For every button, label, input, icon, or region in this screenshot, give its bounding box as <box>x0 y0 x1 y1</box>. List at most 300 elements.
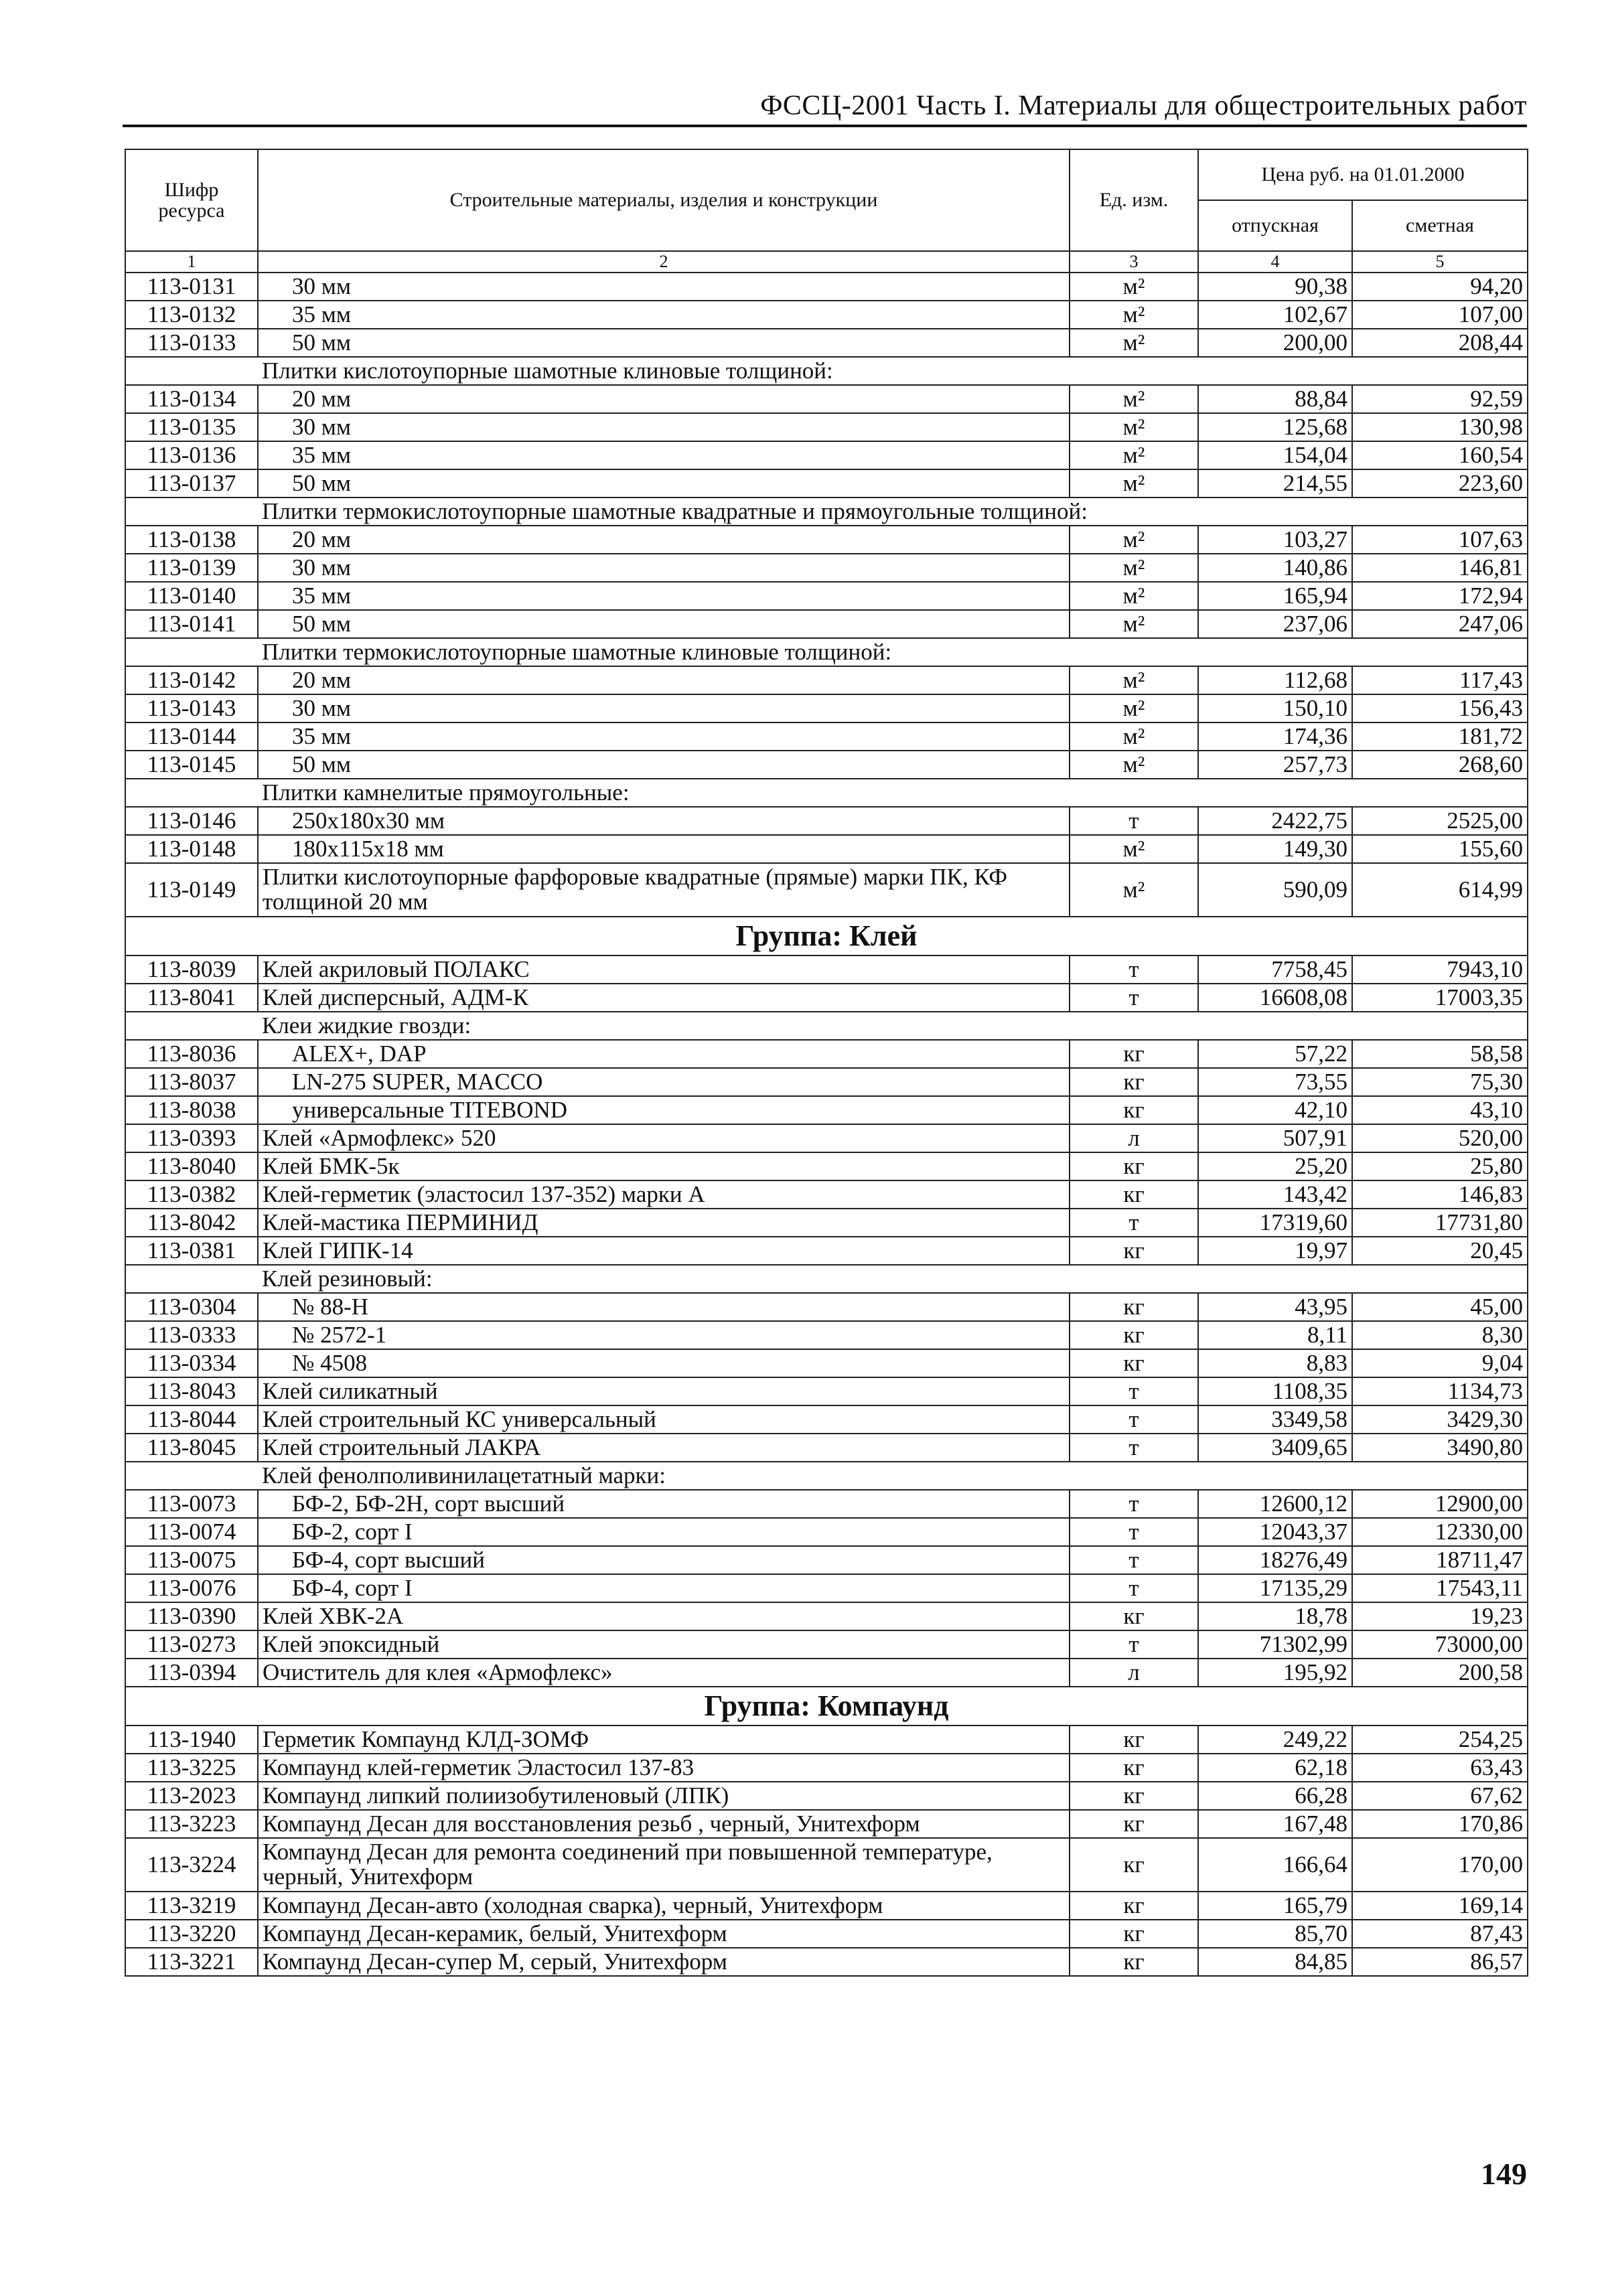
subheading-spacer <box>125 1012 258 1040</box>
material-name: Клей силикатный <box>258 1377 1070 1405</box>
resource-code: 113-0143 <box>125 694 258 722</box>
resource-code: 113-3220 <box>125 1920 258 1948</box>
table-row <box>125 582 1528 610</box>
release-price: 25,20 <box>1198 1152 1352 1180</box>
unit-cell: л <box>1070 1124 1198 1152</box>
estimate-price: 520,00 <box>1352 1124 1528 1152</box>
table-row <box>125 526 1528 554</box>
material-name: Компаунд Десан-авто (холодная сварка), черный, Унитехформ <box>258 1892 1070 1920</box>
estimate-price: 12330,00 <box>1352 1518 1528 1546</box>
release-price: 2422,75 <box>1198 807 1352 835</box>
release-price: 90,38 <box>1198 273 1352 301</box>
material-name: Плитки кислотоупорные фарфоровые квадратные (прямые) марки ПК, КФ толщиной 20 мм <box>258 863 1070 917</box>
resource-code: 113-0273 <box>125 1630 258 1659</box>
release-price: 7758,45 <box>1198 955 1352 984</box>
unit-cell: т <box>1070 1377 1198 1405</box>
material-name: Компаунд Десан для восстановления резьб , черный, Унитехформ <box>258 1810 1070 1838</box>
unit-cell: кг <box>1070 1349 1198 1377</box>
unit-cell: м² <box>1070 610 1198 638</box>
page-number: 149 <box>1481 2157 1527 2191</box>
subheading-label: Клей резиновый: <box>258 1265 1528 1293</box>
estimate-price: 155,60 <box>1352 835 1528 863</box>
table-row <box>125 1180 1528 1209</box>
table-row <box>125 835 1528 863</box>
estimate-price: 107,00 <box>1352 301 1528 329</box>
resource-code: 113-0073 <box>125 1490 258 1518</box>
estimate-price: 18711,47 <box>1352 1546 1528 1574</box>
resource-code: 113-8039 <box>125 955 258 984</box>
unit-cell: кг <box>1070 1180 1198 1209</box>
material-name: Клей «Армофлекс» 520 <box>258 1124 1070 1152</box>
resource-code: 113-1940 <box>125 1726 258 1754</box>
table-row <box>125 666 1528 694</box>
unit-cell: кг <box>1070 1810 1198 1838</box>
group-heading-row <box>125 1687 1528 1726</box>
estimate-price: 169,14 <box>1352 1892 1528 1920</box>
column-number: 5 <box>1352 251 1528 273</box>
table-row <box>125 1040 1528 1068</box>
material-name: 50 мм <box>258 751 1070 779</box>
unit-cell: т <box>1070 1630 1198 1659</box>
resource-code: 113-0074 <box>125 1518 258 1546</box>
material-name: 30 мм <box>258 273 1070 301</box>
material-name: Компаунд Десан-супер М, серый, Унитехформ <box>258 1948 1070 1976</box>
release-price: 507,91 <box>1198 1124 1352 1152</box>
subheading-row <box>125 1012 1528 1040</box>
release-price: 149,30 <box>1198 835 1352 863</box>
subheading-row <box>125 1265 1528 1293</box>
release-price: 12043,37 <box>1198 1518 1352 1546</box>
unit-cell: т <box>1070 1574 1198 1602</box>
table-body <box>125 273 1528 1976</box>
unit-cell: кг <box>1070 1096 1198 1124</box>
unit-cell: кг <box>1070 1040 1198 1068</box>
release-price: 140,86 <box>1198 554 1352 582</box>
unit-cell: м² <box>1070 441 1198 469</box>
table-row <box>125 694 1528 722</box>
table-row <box>125 1434 1528 1462</box>
subheading-spacer <box>125 1462 258 1490</box>
material-name: Клей эпоксидный <box>258 1630 1070 1659</box>
material-name: № 2572-1 <box>258 1321 1070 1349</box>
group-heading: Группа: Клей <box>125 917 1528 955</box>
resource-code: 113-8045 <box>125 1434 258 1462</box>
table-row <box>125 1490 1528 1518</box>
unit-cell: м² <box>1070 329 1198 357</box>
material-name: Клей-мастика ПЕРМИНИД <box>258 1209 1070 1237</box>
resource-code: 113-0334 <box>125 1349 258 1377</box>
table-row <box>125 1321 1528 1349</box>
unit-cell: м² <box>1070 413 1198 441</box>
release-price: 174,36 <box>1198 722 1352 751</box>
release-price: 143,42 <box>1198 1180 1352 1209</box>
material-name: 250x180x30 мм <box>258 807 1070 835</box>
material-name: 35 мм <box>258 582 1070 610</box>
table-row <box>125 1782 1528 1810</box>
release-price: 125,68 <box>1198 413 1352 441</box>
subheading-spacer <box>125 1265 258 1293</box>
table-row <box>125 807 1528 835</box>
material-name: Клей строительный ЛАКРА <box>258 1434 1070 1462</box>
release-price: 165,79 <box>1198 1892 1352 1920</box>
unit-cell: кг <box>1070 1920 1198 1948</box>
unit-cell: л <box>1070 1659 1198 1687</box>
material-name: 20 мм <box>258 666 1070 694</box>
material-name: LN-275 SUPER, MACCO <box>258 1068 1070 1096</box>
release-price: 8,83 <box>1198 1349 1352 1377</box>
unit-cell: м² <box>1070 694 1198 722</box>
release-price: 257,73 <box>1198 751 1352 779</box>
estimate-price: 63,43 <box>1352 1754 1528 1782</box>
unit-cell: кг <box>1070 1892 1198 1920</box>
material-name: Компаунд липкий полиизобутиленовый (ЛПК) <box>258 1782 1070 1810</box>
release-price: 12600,12 <box>1198 1490 1352 1518</box>
table-row <box>125 329 1528 357</box>
table-row <box>125 722 1528 751</box>
table-row <box>125 1546 1528 1574</box>
estimate-price: 7943,10 <box>1352 955 1528 984</box>
table-row <box>125 1892 1528 1920</box>
material-name: 35 мм <box>258 441 1070 469</box>
resource-code: 113-0139 <box>125 554 258 582</box>
table-row <box>125 273 1528 301</box>
table-row <box>125 441 1528 469</box>
subheading-spacer <box>125 779 258 807</box>
resource-code: 113-8040 <box>125 1152 258 1180</box>
estimate-price: 1134,73 <box>1352 1377 1528 1405</box>
unit-cell: т <box>1070 1546 1198 1574</box>
release-price: 150,10 <box>1198 694 1352 722</box>
header-name: Строительные материалы, изделия и конструкции <box>258 149 1070 251</box>
estimate-price: 3429,30 <box>1352 1405 1528 1434</box>
table-row <box>125 1754 1528 1782</box>
resource-code: 113-3219 <box>125 1892 258 1920</box>
resource-code: 113-0148 <box>125 835 258 863</box>
material-name: Клей строительный КС универсальный <box>258 1405 1070 1434</box>
resource-code: 113-0146 <box>125 807 258 835</box>
material-name: Герметик Компаунд КЛД-ЗОМФ <box>258 1726 1070 1754</box>
estimate-price: 67,62 <box>1352 1782 1528 1810</box>
unit-cell: кг <box>1070 1948 1198 1976</box>
unit-cell: кг <box>1070 1321 1198 1349</box>
unit-cell: м² <box>1070 722 1198 751</box>
estimate-price: 181,72 <box>1352 722 1528 751</box>
resource-code: 113-3224 <box>125 1838 258 1892</box>
subheading-row <box>125 779 1528 807</box>
table-row <box>125 1602 1528 1630</box>
release-price: 66,28 <box>1198 1782 1352 1810</box>
release-price: 71302,99 <box>1198 1630 1352 1659</box>
estimate-price: 614,99 <box>1352 863 1528 917</box>
estimate-price: 19,23 <box>1352 1602 1528 1630</box>
table-row <box>125 385 1528 413</box>
unit-cell: т <box>1070 807 1198 835</box>
resource-code: 113-0144 <box>125 722 258 751</box>
resource-code: 113-0075 <box>125 1546 258 1574</box>
unit-cell: м² <box>1070 301 1198 329</box>
estimate-price: 146,81 <box>1352 554 1528 582</box>
unit-cell: кг <box>1070 1293 1198 1321</box>
material-name: БФ-2, сорт I <box>258 1518 1070 1546</box>
estimate-price: 25,80 <box>1352 1152 1528 1180</box>
release-price: 3349,58 <box>1198 1405 1352 1434</box>
resource-code: 113-8041 <box>125 984 258 1012</box>
material-name: 35 мм <box>258 722 1070 751</box>
estimate-price: 75,30 <box>1352 1068 1528 1096</box>
material-name: № 88-Н <box>258 1293 1070 1321</box>
resource-code: 113-8043 <box>125 1377 258 1405</box>
material-name: ALEX+, DAP <box>258 1040 1070 1068</box>
table-row <box>125 984 1528 1012</box>
subheading-row <box>125 638 1528 666</box>
release-price: 19,97 <box>1198 1237 1352 1265</box>
resource-code: 113-2023 <box>125 1782 258 1810</box>
estimate-price: 86,57 <box>1352 1948 1528 1976</box>
release-price: 1108,35 <box>1198 1377 1352 1405</box>
subheading-spacer <box>125 357 258 385</box>
resource-code: 113-8036 <box>125 1040 258 1068</box>
material-name: 50 мм <box>258 329 1070 357</box>
estimate-price: 156,43 <box>1352 694 1528 722</box>
estimate-price: 58,58 <box>1352 1040 1528 1068</box>
release-price: 62,18 <box>1198 1754 1352 1782</box>
material-name: Компаунд Десан для ремонта соединений при повышенной температуре, черный, Унитехформ <box>258 1838 1070 1892</box>
material-name: 30 мм <box>258 413 1070 441</box>
table-row <box>125 1948 1528 1976</box>
table-row <box>125 1293 1528 1321</box>
material-name: 20 мм <box>258 526 1070 554</box>
subheading-row <box>125 498 1528 526</box>
material-name: Клей ГИПК-14 <box>258 1237 1070 1265</box>
estimate-price: 12900,00 <box>1352 1490 1528 1518</box>
subheading-row <box>125 357 1528 385</box>
unit-cell: м² <box>1070 469 1198 498</box>
subheading-spacer <box>125 638 258 666</box>
release-price: 88,84 <box>1198 385 1352 413</box>
table-row <box>125 1237 1528 1265</box>
unit-cell: кг <box>1070 1754 1198 1782</box>
unit-cell: м² <box>1070 554 1198 582</box>
release-price: 18,78 <box>1198 1602 1352 1630</box>
resource-code: 113-8042 <box>125 1209 258 1237</box>
table-row <box>125 863 1528 917</box>
resource-code: 113-3225 <box>125 1754 258 1782</box>
estimate-price: 43,10 <box>1352 1096 1528 1124</box>
unit-cell: м² <box>1070 582 1198 610</box>
estimate-price: 73000,00 <box>1352 1630 1528 1659</box>
table-row <box>125 1574 1528 1602</box>
table-row <box>125 1405 1528 1434</box>
release-price: 18276,49 <box>1198 1546 1352 1574</box>
estimate-price: 87,43 <box>1352 1920 1528 1948</box>
estimate-price: 3490,80 <box>1352 1434 1528 1462</box>
estimate-price: 268,60 <box>1352 751 1528 779</box>
resource-code: 113-0133 <box>125 329 258 357</box>
material-name: Клей БМК-5к <box>258 1152 1070 1180</box>
material-name: 30 мм <box>258 554 1070 582</box>
release-price: 214,55 <box>1198 469 1352 498</box>
release-price: 57,22 <box>1198 1040 1352 1068</box>
unit-cell: м² <box>1070 526 1198 554</box>
resource-code: 113-0333 <box>125 1321 258 1349</box>
release-price: 17319,60 <box>1198 1209 1352 1237</box>
release-price: 85,70 <box>1198 1920 1352 1948</box>
unit-cell: кг <box>1070 1068 1198 1096</box>
unit-cell: т <box>1070 955 1198 984</box>
table-row <box>125 1659 1528 1687</box>
material-name: Компаунд Десан-керамик, белый, Унитехформ <box>258 1920 1070 1948</box>
group-heading-row <box>125 917 1528 955</box>
estimate-price: 160,54 <box>1352 441 1528 469</box>
subheading-label: Плитки камнелитые прямоугольные: <box>258 779 1528 807</box>
release-price: 16608,08 <box>1198 984 1352 1012</box>
column-number: 4 <box>1198 251 1352 273</box>
release-price: 195,92 <box>1198 1659 1352 1687</box>
release-price: 17135,29 <box>1198 1574 1352 1602</box>
resource-code: 113-8038 <box>125 1096 258 1124</box>
estimate-price: 8,30 <box>1352 1321 1528 1349</box>
resource-code: 113-0134 <box>125 385 258 413</box>
table-row <box>125 1377 1528 1405</box>
table-row <box>125 1726 1528 1754</box>
material-name: 180x115x18 мм <box>258 835 1070 863</box>
release-price: 200,00 <box>1198 329 1352 357</box>
table-row <box>125 1838 1528 1892</box>
release-price: 112,68 <box>1198 666 1352 694</box>
table-row <box>125 610 1528 638</box>
release-price: 166,64 <box>1198 1838 1352 1892</box>
price-table <box>125 149 1528 1977</box>
column-number: 1 <box>125 251 258 273</box>
unit-cell: м² <box>1070 273 1198 301</box>
estimate-price: 2525,00 <box>1352 807 1528 835</box>
table-row <box>125 1124 1528 1152</box>
header-unit: Ед. изм. <box>1070 149 1198 251</box>
column-number: 3 <box>1070 251 1198 273</box>
table-row <box>125 1096 1528 1124</box>
table-row <box>125 751 1528 779</box>
unit-cell: м² <box>1070 666 1198 694</box>
material-name: Очиститель для клея «Армофлекс» <box>258 1659 1070 1687</box>
table-row <box>125 469 1528 498</box>
subheading-row <box>125 1462 1528 1490</box>
release-price: 3409,65 <box>1198 1434 1352 1462</box>
estimate-price: 17543,11 <box>1352 1574 1528 1602</box>
subheading-label: Клей фенолполивинилацетатный марки: <box>258 1462 1528 1490</box>
resource-code: 113-0140 <box>125 582 258 610</box>
estimate-price: 130,98 <box>1352 413 1528 441</box>
resource-code: 113-0394 <box>125 1659 258 1687</box>
material-name: 20 мм <box>258 385 1070 413</box>
table-row <box>125 955 1528 984</box>
resource-code: 113-0132 <box>125 301 258 329</box>
resource-code: 113-0145 <box>125 751 258 779</box>
table-row <box>125 1630 1528 1659</box>
release-price: 42,10 <box>1198 1096 1352 1124</box>
table-row <box>125 1209 1528 1237</box>
resource-code: 113-3221 <box>125 1948 258 1976</box>
resource-code: 113-0131 <box>125 273 258 301</box>
release-price: 84,85 <box>1198 1948 1352 1976</box>
resource-code: 113-0135 <box>125 413 258 441</box>
estimate-price: 146,83 <box>1352 1180 1528 1209</box>
material-name: Клей дисперсный, АДМ-К <box>258 984 1070 1012</box>
resource-code: 113-3223 <box>125 1810 258 1838</box>
subheading-label: Клеи жидкие гвозди: <box>258 1012 1528 1040</box>
resource-code: 113-0138 <box>125 526 258 554</box>
estimate-price: 200,58 <box>1352 1659 1528 1687</box>
material-name: Клей ХВК-2А <box>258 1602 1070 1630</box>
material-name: 50 мм <box>258 469 1070 498</box>
subheading-spacer <box>125 498 258 526</box>
unit-cell: т <box>1070 1434 1198 1462</box>
resource-code: 113-0141 <box>125 610 258 638</box>
unit-cell: кг <box>1070 1237 1198 1265</box>
resource-code: 113-0076 <box>125 1574 258 1602</box>
unit-cell: т <box>1070 1490 1198 1518</box>
unit-cell: м² <box>1070 751 1198 779</box>
header-rule <box>123 125 1527 127</box>
unit-cell: кг <box>1070 1782 1198 1810</box>
table-row <box>125 1068 1528 1096</box>
material-name: 50 мм <box>258 610 1070 638</box>
group-heading: Группа: Компаунд <box>125 1687 1528 1726</box>
material-name: Клей-герметик (эластосил 137-352) марки А <box>258 1180 1070 1209</box>
unit-cell: м² <box>1070 835 1198 863</box>
table-row <box>125 1518 1528 1546</box>
material-name: № 4508 <box>258 1349 1070 1377</box>
table-header-row <box>125 149 1528 200</box>
estimate-price: 223,60 <box>1352 469 1528 498</box>
table-row <box>125 301 1528 329</box>
estimate-price: 208,44 <box>1352 329 1528 357</box>
release-price: 102,67 <box>1198 301 1352 329</box>
header-code: Шифр ресурса <box>125 149 258 251</box>
material-name: БФ-4, сорт высший <box>258 1546 1070 1574</box>
column-number-row <box>125 251 1528 273</box>
header-estimate-price: сметная <box>1352 200 1528 251</box>
release-price: 249,22 <box>1198 1726 1352 1754</box>
resource-code: 113-8044 <box>125 1405 258 1434</box>
unit-cell: т <box>1070 1518 1198 1546</box>
estimate-price: 9,04 <box>1352 1349 1528 1377</box>
estimate-price: 170,00 <box>1352 1838 1528 1892</box>
release-price: 73,55 <box>1198 1068 1352 1096</box>
material-name: Компаунд клей-герметик Эластосил 137-83 <box>258 1754 1070 1782</box>
resource-code: 113-0382 <box>125 1180 258 1209</box>
resource-code: 113-0136 <box>125 441 258 469</box>
material-name: БФ-4, сорт I <box>258 1574 1070 1602</box>
resource-code: 113-8037 <box>125 1068 258 1096</box>
table-row <box>125 413 1528 441</box>
release-price: 237,06 <box>1198 610 1352 638</box>
estimate-price: 170,86 <box>1352 1810 1528 1838</box>
resource-code: 113-0149 <box>125 863 258 917</box>
header-release-price: отпускная <box>1198 200 1352 251</box>
header-price: Цена руб. на 01.01.2000 <box>1198 149 1528 200</box>
estimate-price: 247,06 <box>1352 610 1528 638</box>
estimate-price: 17003,35 <box>1352 984 1528 1012</box>
table-row <box>125 1152 1528 1180</box>
resource-code: 113-0142 <box>125 666 258 694</box>
estimate-price: 17731,80 <box>1352 1209 1528 1237</box>
material-name: БФ-2, БФ-2Н, сорт высший <box>258 1490 1070 1518</box>
resource-code: 113-0393 <box>125 1124 258 1152</box>
resource-code: 113-0381 <box>125 1237 258 1265</box>
subheading-label: Плитки кислотоупорные шамотные клиновые толщиной: <box>258 357 1528 385</box>
table-row <box>125 1349 1528 1377</box>
estimate-price: 20,45 <box>1352 1237 1528 1265</box>
